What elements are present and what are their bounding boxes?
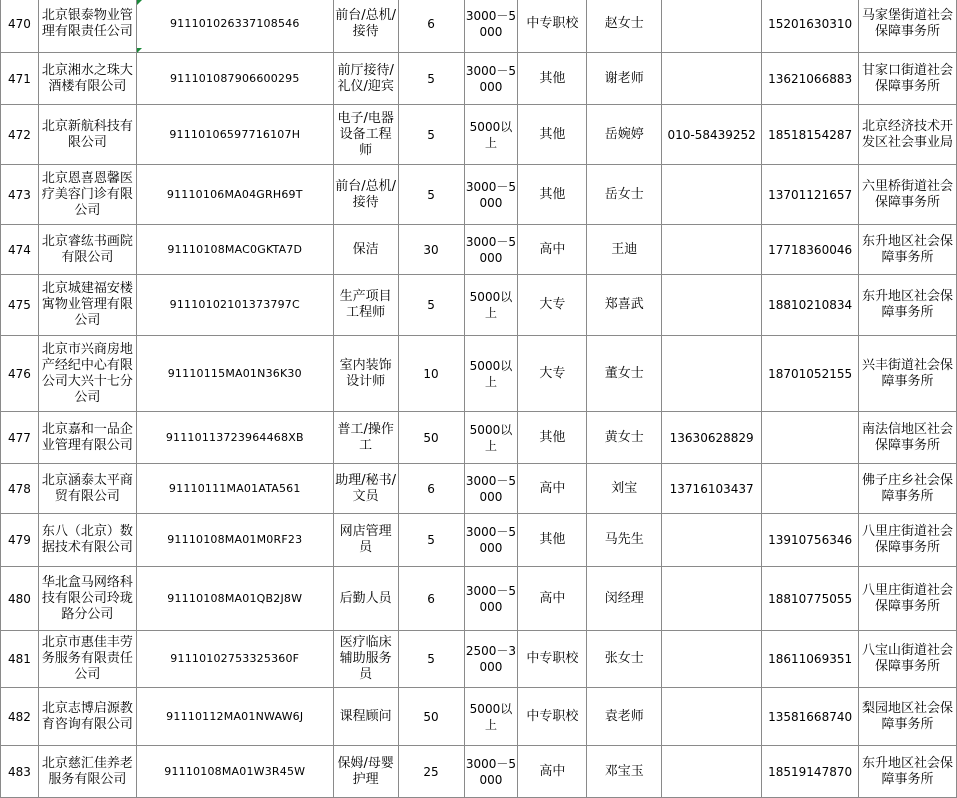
headcount[interactable]: 5 <box>398 165 464 225</box>
phone-number[interactable] <box>662 567 762 631</box>
service-office[interactable]: 东升地区社会保障事务所 <box>859 275 957 336</box>
credit-code[interactable]: 91110111MA01ATA561 <box>136 464 333 514</box>
company-name[interactable]: 北京嘉和一品企业管理有限公司 <box>38 412 136 464</box>
company-name[interactable]: 北京涵泰太平商贸有限公司 <box>38 464 136 514</box>
phone-number[interactable] <box>662 275 762 336</box>
credit-code[interactable]: 91110108MA01QB2J8W <box>136 567 333 631</box>
table-row <box>1 631 957 688</box>
phone-number[interactable] <box>662 688 762 746</box>
table-row <box>1 165 957 225</box>
credit-code[interactable]: 911101026337108546 <box>136 0 333 53</box>
table-row <box>1 336 957 412</box>
service-office[interactable]: 八里庄街道社会保障事务所 <box>859 514 957 567</box>
company-name[interactable]: 北京新航科技有限公司 <box>38 105 136 165</box>
job-position[interactable]: 前台/总机/接待 <box>333 165 398 225</box>
headcount[interactable]: 6 <box>398 567 464 631</box>
job-position[interactable]: 生产项目工程师 <box>333 275 398 336</box>
salary-range[interactable]: 3000－5000 <box>464 0 518 53</box>
education[interactable]: 其他 <box>518 514 587 567</box>
company-name[interactable]: 华北盒马网络科技有限公司玲珑路分公司 <box>38 567 136 631</box>
phone-number[interactable] <box>662 165 762 225</box>
job-position[interactable]: 医疗临床辅助服务员 <box>333 631 398 688</box>
credit-code[interactable]: 91110115MA01N36K30 <box>136 336 333 412</box>
phone-number[interactable] <box>662 336 762 412</box>
mobile-number[interactable]: 18810775055 <box>762 567 859 631</box>
credit-code[interactable]: 91110112MA01NWAW6J <box>136 688 333 746</box>
salary-range[interactable]: 3000－5000 <box>464 53 518 105</box>
headcount[interactable]: 6 <box>398 464 464 514</box>
company-name[interactable]: 北京志博启源教育咨询有限公司 <box>38 688 136 746</box>
headcount[interactable]: 25 <box>398 746 464 798</box>
service-office[interactable]: 兴丰街道社会保障事务所 <box>859 336 957 412</box>
headcount[interactable]: 5 <box>398 53 464 105</box>
contact-person[interactable]: 谢老师 <box>587 53 662 105</box>
job-position[interactable]: 网店管理员 <box>333 514 398 567</box>
phone-number[interactable] <box>662 0 762 53</box>
contact-person[interactable]: 岳女士 <box>587 165 662 225</box>
salary-range[interactable]: 3000－5000 <box>464 165 518 225</box>
table-row <box>1 0 957 53</box>
contact-person[interactable]: 马先生 <box>587 514 662 567</box>
service-office[interactable]: 北京经济技术开发区社会事业局 <box>859 105 957 165</box>
education[interactable]: 大专 <box>518 336 587 412</box>
education[interactable]: 高中 <box>518 746 587 798</box>
mobile-number[interactable]: 18518154287 <box>762 105 859 165</box>
row-number[interactable]: 477 <box>1 412 39 464</box>
education[interactable]: 其他 <box>518 412 587 464</box>
credit-code[interactable]: 91110102753325360F <box>136 631 333 688</box>
salary-range[interactable]: 5000以上 <box>464 412 518 464</box>
row-number[interactable]: 470 <box>1 0 39 53</box>
salary-range[interactable]: 5000以上 <box>464 105 518 165</box>
phone-number[interactable]: 13630628829 <box>662 412 762 464</box>
headcount[interactable]: 10 <box>398 336 464 412</box>
company-name[interactable]: 北京湘水之珠大酒楼有限公司 <box>38 53 136 105</box>
credit-code[interactable]: 91110108MA01W3R45W <box>136 746 333 798</box>
table-row <box>1 567 957 631</box>
company-name[interactable]: 北京市兴商房地产经纪中心有限公司大兴十七分公司 <box>38 336 136 412</box>
credit-code[interactable]: 91110108MA01M0RF23 <box>136 514 333 567</box>
row-number[interactable]: 476 <box>1 336 39 412</box>
table-row <box>1 412 957 464</box>
credit-code[interactable]: 91110106MA04GRH69T <box>136 165 333 225</box>
contact-person[interactable]: 闵经理 <box>587 567 662 631</box>
education[interactable]: 其他 <box>518 53 587 105</box>
table-row <box>1 464 957 514</box>
salary-range[interactable]: 3000－5000 <box>464 464 518 514</box>
salary-range[interactable]: 3000－5000 <box>464 567 518 631</box>
row-number[interactable]: 472 <box>1 105 39 165</box>
job-position[interactable]: 保洁 <box>333 225 398 275</box>
service-office[interactable]: 东升地区社会保障事务所 <box>859 225 957 275</box>
mobile-number[interactable]: 13581668740 <box>762 688 859 746</box>
service-office[interactable]: 八里庄街道社会保障事务所 <box>859 567 957 631</box>
table-row <box>1 225 957 275</box>
mobile-number[interactable]: 13701121657 <box>762 165 859 225</box>
mobile-number[interactable] <box>762 464 859 514</box>
service-office[interactable]: 东升地区社会保障事务所 <box>859 746 957 798</box>
contact-person[interactable]: 刘宝 <box>587 464 662 514</box>
company-name[interactable]: 东八（北京）数据技术有限公司 <box>38 514 136 567</box>
headcount[interactable]: 30 <box>398 225 464 275</box>
row-number[interactable]: 475 <box>1 275 39 336</box>
headcount[interactable]: 50 <box>398 688 464 746</box>
row-number[interactable]: 481 <box>1 631 39 688</box>
row-number[interactable]: 479 <box>1 514 39 567</box>
mobile-number[interactable] <box>762 412 859 464</box>
education[interactable]: 中专职校 <box>518 631 587 688</box>
contact-person[interactable]: 张女士 <box>587 631 662 688</box>
job-position[interactable]: 前厅接待/礼仪/迎宾 <box>333 53 398 105</box>
contact-person[interactable]: 郑喜武 <box>587 275 662 336</box>
education[interactable]: 高中 <box>518 464 587 514</box>
salary-range[interactable]: 5000以上 <box>464 688 518 746</box>
education[interactable]: 其他 <box>518 105 587 165</box>
company-name[interactable]: 北京睿纮书画院有限公司 <box>38 225 136 275</box>
contact-person[interactable]: 袁老师 <box>587 688 662 746</box>
table-row <box>1 746 957 798</box>
mobile-number[interactable]: 18611069351 <box>762 631 859 688</box>
education[interactable]: 高中 <box>518 225 587 275</box>
company-name[interactable]: 北京银泰物业管理有限责任公司 <box>38 0 136 53</box>
phone-number[interactable] <box>662 225 762 275</box>
job-position[interactable]: 课程顾问 <box>333 688 398 746</box>
contact-person[interactable]: 王迪 <box>587 225 662 275</box>
service-office[interactable]: 马家堡街道社会保障事务所 <box>859 0 957 53</box>
row-number[interactable]: 471 <box>1 53 39 105</box>
credit-code[interactable]: 91110106597716107H <box>136 105 333 165</box>
service-office[interactable]: 梨园地区社会保障事务所 <box>859 688 957 746</box>
row-number[interactable]: 474 <box>1 225 39 275</box>
education[interactable]: 高中 <box>518 567 587 631</box>
education[interactable]: 大专 <box>518 275 587 336</box>
service-office[interactable]: 六里桥街道社会保障事务所 <box>859 165 957 225</box>
education[interactable]: 中专职校 <box>518 0 587 53</box>
salary-range[interactable]: 3000－5000 <box>464 746 518 798</box>
service-office[interactable]: 佛子庄乡社会保障事务所 <box>859 464 957 514</box>
salary-range[interactable]: 5000以上 <box>464 336 518 412</box>
service-office[interactable]: 八宝山街道社会保障事务所 <box>859 631 957 688</box>
mobile-number[interactable]: 18519147870 <box>762 746 859 798</box>
phone-number[interactable] <box>662 746 762 798</box>
comment-marker <box>137 48 142 53</box>
company-name[interactable]: 北京恩喜恩馨医疗美容门诊有限公司 <box>38 165 136 225</box>
contact-person[interactable]: 董女士 <box>587 336 662 412</box>
phone-number[interactable] <box>662 631 762 688</box>
job-position[interactable]: 前台/总机/接待 <box>333 0 398 53</box>
row-number[interactable]: 482 <box>1 688 39 746</box>
mobile-number[interactable]: 18701052155 <box>762 336 859 412</box>
table-row <box>1 275 957 336</box>
job-position[interactable]: 保姆/母婴护理 <box>333 746 398 798</box>
mobile-number[interactable]: 18810210834 <box>762 275 859 336</box>
credit-code[interactable]: 911101087906600295 <box>136 53 333 105</box>
job-position[interactable]: 电子/电器设备工程师 <box>333 105 398 165</box>
row-number[interactable]: 473 <box>1 165 39 225</box>
headcount[interactable]: 5 <box>398 275 464 336</box>
mobile-number[interactable]: 13910756346 <box>762 514 859 567</box>
table-row <box>1 514 957 567</box>
mobile-number[interactable]: 13621066883 <box>762 53 859 105</box>
headcount[interactable]: 50 <box>398 412 464 464</box>
phone-number[interactable]: 010-58439252 <box>662 105 762 165</box>
phone-number[interactable] <box>662 53 762 105</box>
comment-marker <box>137 0 142 5</box>
table-body <box>1 0 957 798</box>
salary-range[interactable]: 3000－5000 <box>464 225 518 275</box>
contact-person[interactable]: 赵女士 <box>587 0 662 53</box>
salary-range[interactable]: 5000以上 <box>464 275 518 336</box>
company-name[interactable]: 北京市惠佳丰劳务服务有限责任公司 <box>38 631 136 688</box>
row-number[interactable]: 478 <box>1 464 39 514</box>
headcount[interactable]: 6 <box>398 0 464 53</box>
contact-person[interactable]: 邓宝玉 <box>587 746 662 798</box>
service-office[interactable]: 南法信地区社会保障事务所 <box>859 412 957 464</box>
service-office[interactable]: 甘家口街道社会保障事务所 <box>859 53 957 105</box>
company-name[interactable]: 北京城建福安楼寓物业管理有限公司 <box>38 275 136 336</box>
credit-code[interactable]: 91110113723964468XB <box>136 412 333 464</box>
mobile-number[interactable]: 15201630310 <box>762 0 859 53</box>
job-position[interactable]: 普工/操作工 <box>333 412 398 464</box>
headcount[interactable]: 5 <box>398 631 464 688</box>
job-position[interactable]: 后勤人员 <box>333 567 398 631</box>
salary-range[interactable]: 2500－3000 <box>464 631 518 688</box>
contact-person[interactable]: 岳婉婷 <box>587 105 662 165</box>
education[interactable]: 其他 <box>518 165 587 225</box>
phone-number[interactable]: 13716103437 <box>662 464 762 514</box>
salary-range[interactable]: 3000－5000 <box>464 514 518 567</box>
row-number[interactable]: 483 <box>1 746 39 798</box>
education[interactable]: 中专职校 <box>518 688 587 746</box>
job-position[interactable]: 室内装饰设计师 <box>333 336 398 412</box>
contact-person[interactable]: 黄女士 <box>587 412 662 464</box>
phone-number[interactable] <box>662 514 762 567</box>
job-position[interactable]: 助理/秘书/文员 <box>333 464 398 514</box>
row-number[interactable]: 480 <box>1 567 39 631</box>
table-row <box>1 53 957 105</box>
table-row <box>1 688 957 746</box>
headcount[interactable]: 5 <box>398 514 464 567</box>
credit-code[interactable]: 91110108MAC0GKTA7D <box>136 225 333 275</box>
headcount[interactable]: 5 <box>398 105 464 165</box>
mobile-number[interactable]: 17718360046 <box>762 225 859 275</box>
table-row <box>1 105 957 165</box>
company-name[interactable]: 北京慈汇佳养老服务有限公司 <box>38 746 136 798</box>
credit-code[interactable]: 91110102101373797C <box>136 275 333 336</box>
